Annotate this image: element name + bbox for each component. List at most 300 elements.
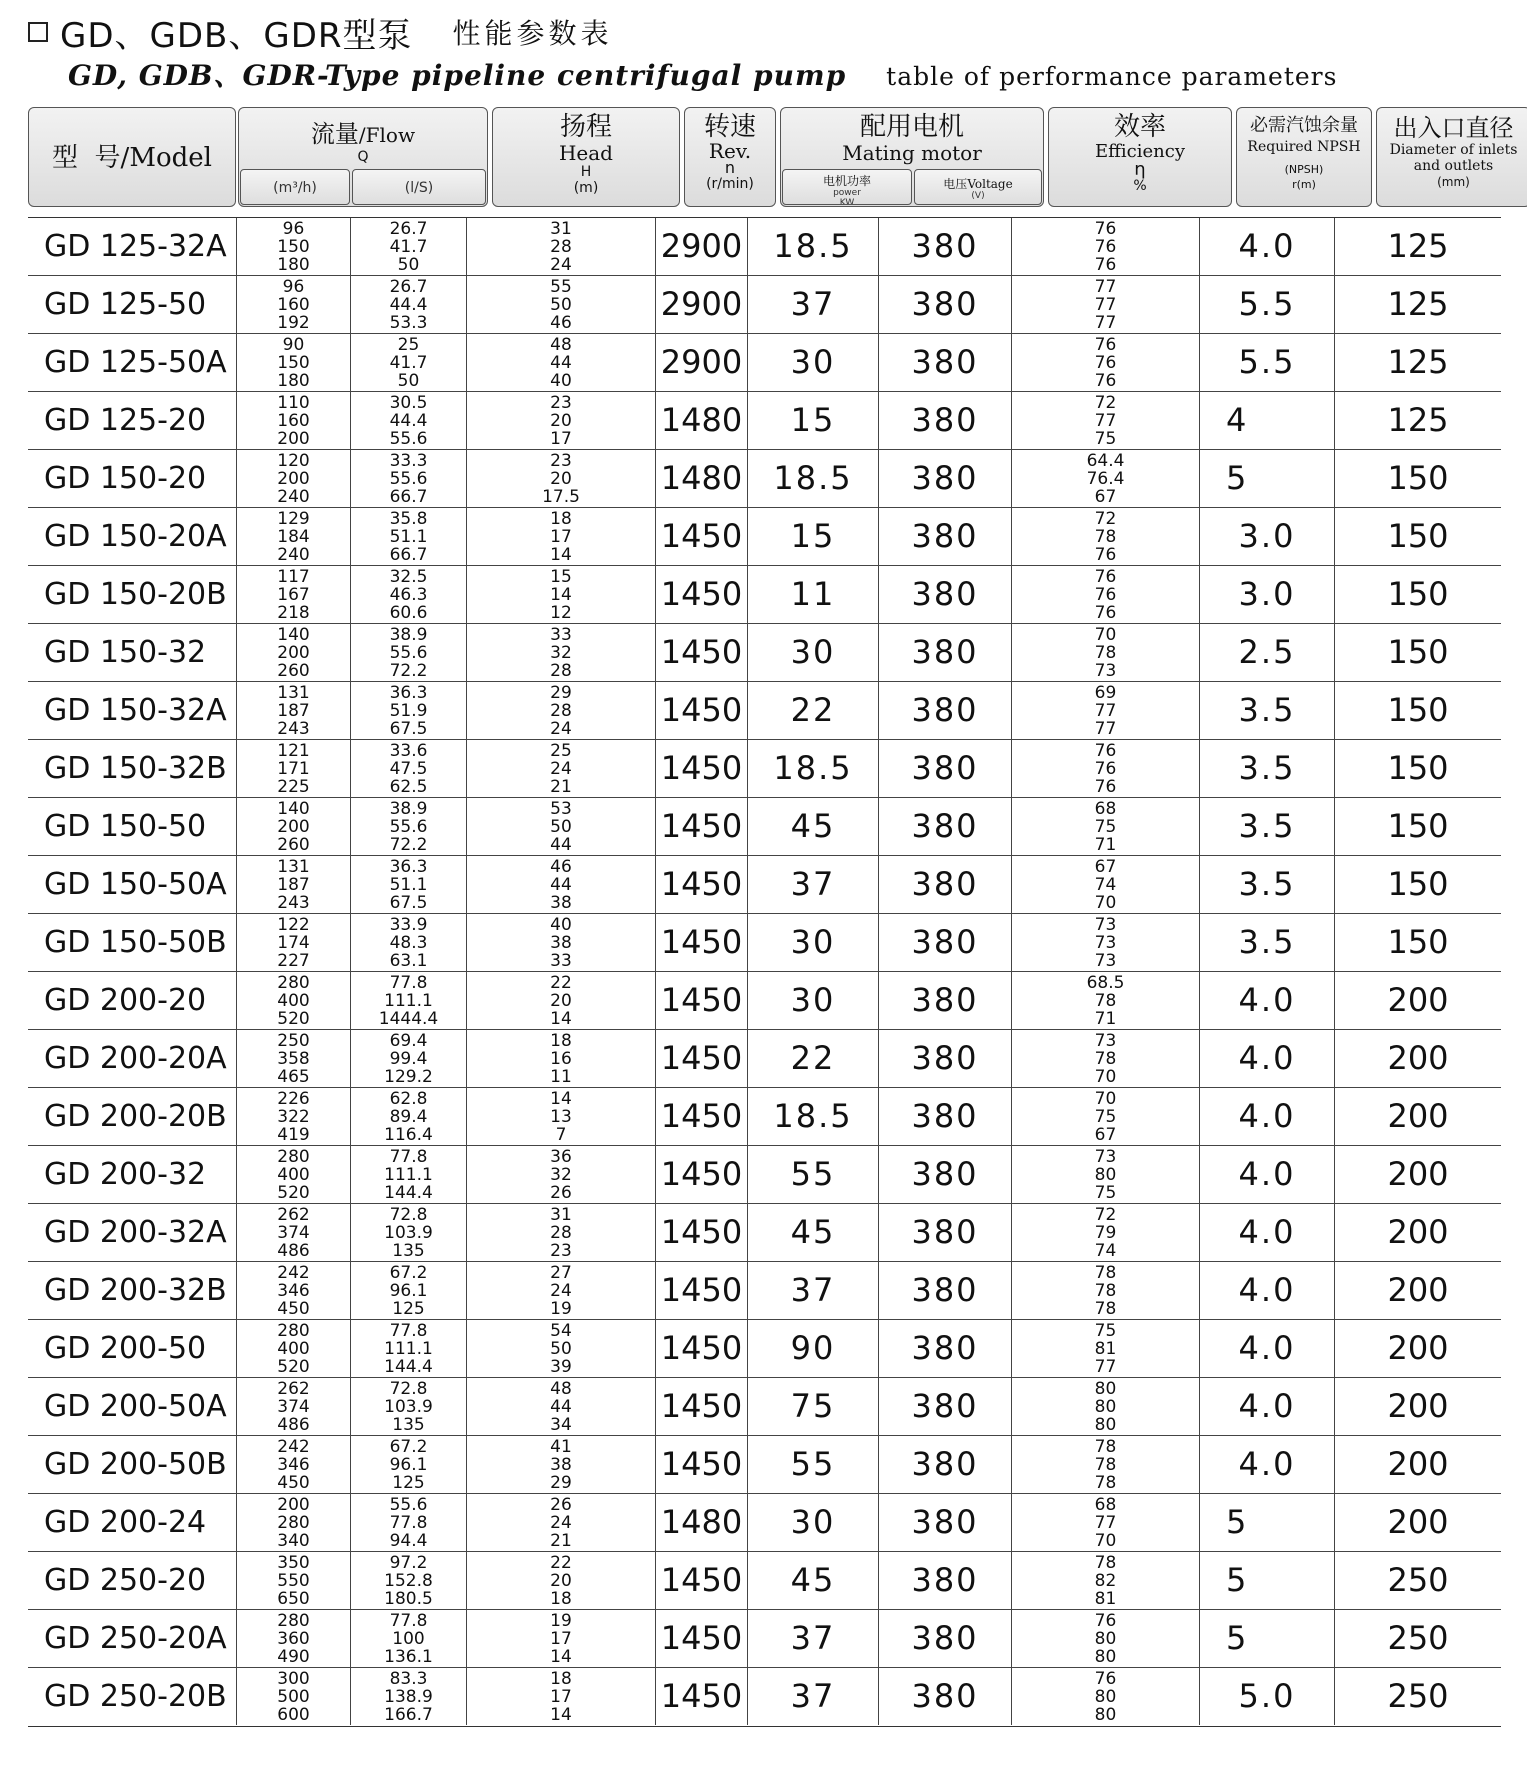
efficiency-cell-value: 76 — [1094, 585, 1117, 605]
head-cell-value: 15 — [550, 567, 572, 587]
model-cell: GD 125-32A — [44, 229, 227, 264]
table-row — [28, 1610, 1501, 1668]
efficiency-cell — [1011, 1668, 1199, 1725]
efficiency-cell — [1011, 1436, 1199, 1493]
diameter-cell: 125 — [1334, 276, 1501, 333]
power-cell: 18.5 — [747, 218, 878, 275]
power-cell: 22 — [747, 1030, 878, 1087]
diameter-cell: 200 — [1334, 1030, 1501, 1087]
header-head-cn: 扬程 — [559, 112, 612, 142]
flow-ls-cell — [350, 624, 466, 681]
flow-ls-cell-value: 36.3 — [389, 857, 428, 877]
flow-ls-cell — [350, 1320, 466, 1377]
flow-m3h-cell-value: 360 — [277, 1629, 310, 1649]
flow-ls-cell-value: 51.1 — [389, 527, 428, 547]
flow-ls-cell — [350, 1262, 466, 1319]
flow-ls-cell-value: 103.9 — [384, 1223, 433, 1243]
flow-ls-cell-value: 48.3 — [389, 933, 428, 953]
head-cell-value: 48 — [550, 335, 572, 355]
flow-ls-cell-value: 77.8 — [389, 973, 428, 993]
head-cell — [466, 1668, 655, 1725]
efficiency-cell-value: 77 — [1094, 295, 1117, 315]
efficiency-cell-value: 75 — [1094, 1321, 1117, 1341]
header-npsh-en: Required NPSH — [1247, 139, 1361, 155]
flow-ls-cell-value: 77.8 — [389, 1147, 428, 1167]
efficiency-cell-value: 77 — [1094, 277, 1117, 297]
voltage-cell: 380 — [878, 1552, 1011, 1609]
head-cell-value: 29 — [550, 1473, 572, 1493]
head-cell-value: 17 — [550, 1687, 572, 1707]
flow-m3h-cell — [236, 1552, 350, 1609]
efficiency-cell-value: 77 — [1094, 313, 1117, 333]
power-cell: 45 — [747, 798, 878, 855]
flow-ls-cell-value: 138.9 — [384, 1687, 433, 1707]
efficiency-cell-value: 67 — [1094, 487, 1117, 507]
efficiency-cell-value: 76 — [1094, 1611, 1117, 1631]
efficiency-cell-value: 77 — [1094, 701, 1117, 721]
flow-ls-cell-value: 152.8 — [384, 1571, 433, 1591]
efficiency-cell-value: 76 — [1094, 371, 1117, 391]
table-row — [28, 972, 1501, 1030]
npsh-cell: 4.0 — [1199, 972, 1334, 1029]
flow-ls-cell — [350, 798, 466, 855]
diameter-cell: 200 — [1334, 1204, 1501, 1261]
table-row — [28, 740, 1501, 798]
head-cell-value: 18 — [550, 509, 572, 529]
flow-ls-cell-value: 35.8 — [389, 509, 428, 529]
efficiency-cell — [1011, 798, 1199, 855]
voltage-cell: 380 — [878, 1668, 1011, 1725]
efficiency-cell — [1011, 450, 1199, 507]
efficiency-cell — [1011, 1204, 1199, 1261]
flow-m3h-cell — [236, 1030, 350, 1087]
rev-cell: 1450 — [655, 1668, 747, 1725]
flow-m3h-cell-value: 486 — [277, 1241, 310, 1261]
flow-m3h-cell — [236, 1320, 350, 1377]
head-cell-value: 19 — [550, 1299, 572, 1319]
table-row — [28, 1378, 1501, 1436]
flow-m3h-cell-value: 242 — [277, 1263, 310, 1283]
flow-ls-cell-value: 66.7 — [389, 487, 428, 507]
header-eff-sym: η — [1134, 159, 1146, 180]
power-cell: 45 — [747, 1552, 878, 1609]
flow-m3h-cell-value: 200 — [277, 1495, 310, 1515]
flow-m3h-cell-value: 262 — [277, 1379, 310, 1399]
header-flow-unit2-label: (l/S) — [404, 180, 434, 196]
voltage-cell: 380 — [878, 508, 1011, 565]
diameter-cell: 200 — [1334, 1320, 1501, 1377]
head-cell-value: 23 — [550, 393, 572, 413]
flow-m3h-cell-value: 520 — [277, 1009, 310, 1029]
model-cell: GD 250-20A — [44, 1621, 227, 1656]
rev-cell: 1450 — [655, 1552, 747, 1609]
flow-ls-cell-value: 33.9 — [389, 915, 428, 935]
voltage-cell: 380 — [878, 1030, 1011, 1087]
diameter-cell: 200 — [1334, 972, 1501, 1029]
flow-ls-cell-value: 50 — [397, 255, 420, 275]
flow-m3h-cell-value: 260 — [277, 835, 310, 855]
efficiency-cell-value: 80 — [1094, 1629, 1117, 1649]
flow-ls-cell-value: 44.4 — [389, 411, 428, 431]
flow-ls-cell-value: 25 — [397, 335, 420, 355]
flow-m3h-cell-value: 200 — [277, 469, 310, 489]
voltage-cell: 380 — [878, 566, 1011, 623]
title-en-main: GD, GDB、GDR-Type pipeline centrifugal pump — [68, 59, 847, 92]
model-cell: GD 150-50 — [44, 809, 207, 844]
diameter-cell: 200 — [1334, 1146, 1501, 1203]
head-cell — [466, 1146, 655, 1203]
flow-ls-cell-value: 38.9 — [389, 799, 428, 819]
flow-m3h-cell-value: 174 — [277, 933, 310, 953]
header-flow-en: /Flow — [358, 123, 416, 147]
flow-ls-cell-value: 96.1 — [389, 1281, 428, 1301]
flow-ls-cell-value: 136.1 — [384, 1647, 433, 1667]
flow-m3h-cell-value: 450 — [277, 1473, 310, 1493]
flow-ls-cell-value: 66.7 — [389, 545, 428, 565]
flow-ls-cell — [350, 1146, 466, 1203]
flow-ls-cell-value: 125 — [392, 1299, 425, 1319]
flow-m3h-cell-value: 358 — [277, 1049, 310, 1069]
power-cell: 30 — [747, 914, 878, 971]
head-cell — [466, 508, 655, 565]
diameter-cell: 150 — [1334, 914, 1501, 971]
diameter-cell: 200 — [1334, 1436, 1501, 1493]
flow-m3h-cell-value: 171 — [277, 759, 310, 779]
flow-ls-cell — [350, 1378, 466, 1435]
head-cell-value: 38 — [550, 1455, 572, 1475]
flow-m3h-cell — [236, 1436, 350, 1493]
flow-m3h-cell — [236, 566, 350, 623]
flow-ls-cell — [350, 1552, 466, 1609]
head-cell — [466, 972, 655, 1029]
flow-m3h-cell — [236, 450, 350, 507]
diameter-cell: 200 — [1334, 1088, 1501, 1145]
npsh-cell: 4.0 — [1199, 1378, 1334, 1435]
flow-m3h-cell-value: 650 — [277, 1589, 310, 1609]
flow-m3h-cell — [236, 798, 350, 855]
efficiency-cell-value: 76 — [1094, 603, 1117, 623]
flow-ls-cell-value: 63.1 — [389, 951, 428, 971]
diameter-cell: 150 — [1334, 740, 1501, 797]
npsh-cell: 3.5 — [1199, 682, 1334, 739]
efficiency-cell-value: 76 — [1094, 567, 1117, 587]
flow-m3h-cell-value: 520 — [277, 1357, 310, 1377]
flow-m3h-cell-value: 200 — [277, 643, 310, 663]
voltage-cell: 380 — [878, 1378, 1011, 1435]
flow-m3h-cell — [236, 740, 350, 797]
head-cell-value: 17 — [550, 1629, 572, 1649]
header-voltage-cn: 电压 — [943, 177, 968, 191]
head-cell-value: 28 — [550, 237, 572, 257]
flow-m3h-cell-value: 240 — [277, 487, 310, 507]
flow-ls-cell-value: 32.5 — [389, 567, 428, 587]
flow-ls-cell-value: 51.9 — [389, 701, 428, 721]
model-cell: GD 150-20 — [44, 461, 207, 496]
model-cell: GD 150-32 — [44, 635, 207, 670]
rev-cell: 1450 — [655, 508, 747, 565]
flow-m3h-cell-value: 242 — [277, 1437, 310, 1457]
efficiency-cell — [1011, 1494, 1199, 1551]
npsh-cell: 5.5 — [1199, 334, 1334, 391]
flow-m3h-cell-value: 322 — [277, 1107, 310, 1127]
flow-m3h-cell-value: 300 — [277, 1669, 310, 1689]
efficiency-cell — [1011, 624, 1199, 681]
flow-ls-cell-value: 166.7 — [384, 1705, 433, 1725]
efficiency-cell-value: 81 — [1094, 1339, 1117, 1359]
npsh-cell: 2.5 — [1199, 624, 1334, 681]
flow-m3h-cell-value: 225 — [277, 777, 310, 797]
efficiency-cell-value: 73 — [1094, 661, 1117, 681]
power-cell: 30 — [747, 972, 878, 1029]
flow-ls-cell-value: 129.2 — [384, 1067, 433, 1087]
header-power-cn: 电机功率 — [822, 174, 871, 188]
head-cell-value: 18 — [550, 1031, 572, 1051]
npsh-cell: 3.5 — [1199, 740, 1334, 797]
diameter-cell: 150 — [1334, 682, 1501, 739]
efficiency-cell-value: 75 — [1094, 1183, 1117, 1203]
flow-ls-cell-value: 89.4 — [389, 1107, 428, 1127]
flow-m3h-cell-value: 131 — [277, 683, 310, 703]
rev-cell: 1450 — [655, 624, 747, 681]
flow-m3h-cell — [236, 1204, 350, 1261]
flow-ls-cell-value: 26.7 — [389, 219, 428, 239]
header-rev-en: Rev. — [708, 139, 752, 163]
power-cell: 15 — [747, 508, 878, 565]
flow-m3h-cell — [236, 1668, 350, 1725]
efficiency-cell-value: 68 — [1094, 1495, 1117, 1515]
head-cell-value: 22 — [550, 1553, 572, 1573]
flow-m3h-cell-value: 150 — [277, 353, 310, 373]
voltage-cell: 380 — [878, 624, 1011, 681]
head-cell — [466, 1204, 655, 1261]
flow-m3h-cell-value: 110 — [277, 393, 310, 413]
head-cell-value: 28 — [550, 661, 572, 681]
flow-ls-cell-value: 33.3 — [389, 451, 428, 471]
header-model — [28, 107, 236, 207]
flow-m3h-cell-value: 250 — [277, 1031, 310, 1051]
rev-cell: 1450 — [655, 1378, 747, 1435]
head-cell-value: 17 — [550, 527, 572, 547]
flow-ls-cell-value: 55.6 — [389, 643, 428, 663]
flow-m3h-cell-value: 192 — [277, 313, 310, 333]
diameter-cell: 250 — [1334, 1610, 1501, 1667]
rev-cell: 1450 — [655, 972, 747, 1029]
header-npsh-unit: r(m) — [1292, 178, 1316, 191]
flow-m3h-cell-value: 160 — [277, 411, 310, 431]
rev-cell: 2900 — [655, 218, 747, 275]
head-cell-value: 55 — [550, 277, 572, 297]
header-power-unit: KW — [839, 198, 855, 205]
header-head-sym: H — [580, 164, 592, 180]
flow-ls-cell-value: 55.6 — [389, 429, 428, 449]
head-cell-value: 17.5 — [542, 487, 580, 507]
efficiency-cell — [1011, 740, 1199, 797]
flow-ls-cell-value: 99.4 — [389, 1049, 428, 1069]
model-cell: GD 200-32B — [44, 1273, 227, 1308]
efficiency-cell-value: 80 — [1094, 1379, 1117, 1399]
efficiency-cell — [1011, 1262, 1199, 1319]
flow-ls-cell — [350, 1204, 466, 1261]
power-cell: 22 — [747, 682, 878, 739]
efficiency-cell — [1011, 218, 1199, 275]
flow-ls-cell-value: 72.8 — [389, 1205, 428, 1225]
flow-m3h-cell-value: 374 — [277, 1397, 310, 1417]
head-cell-value: 31 — [550, 1205, 572, 1225]
npsh-cell: 5 — [1199, 1552, 1334, 1609]
flow-m3h-cell-value: 374 — [277, 1223, 310, 1243]
efficiency-cell-value: 80 — [1094, 1687, 1117, 1707]
flow-m3h-cell — [236, 1610, 350, 1667]
flow-m3h-cell-value: 140 — [277, 799, 310, 819]
checkbox-icon — [28, 22, 48, 42]
flow-ls-cell-value: 67.2 — [389, 1437, 428, 1457]
head-cell-value: 16 — [550, 1049, 572, 1069]
npsh-cell: 4.0 — [1199, 1320, 1334, 1377]
voltage-cell: 380 — [878, 914, 1011, 971]
power-cell: 18.5 — [747, 740, 878, 797]
efficiency-cell-value: 76 — [1094, 741, 1117, 761]
table-row — [28, 1088, 1501, 1146]
document-title — [28, 12, 1498, 94]
table-row — [28, 1146, 1501, 1204]
table-row — [28, 1436, 1501, 1494]
flow-ls-cell-value: 111.1 — [384, 1165, 433, 1185]
voltage-cell: 380 — [878, 1088, 1011, 1145]
efficiency-cell-value: 73 — [1094, 951, 1117, 971]
table-row — [28, 1204, 1501, 1262]
voltage-cell: 380 — [878, 798, 1011, 855]
flow-m3h-cell-value: 227 — [277, 951, 310, 971]
head-cell — [466, 1030, 655, 1087]
title-cn-main: GD、GDB、GDR型泵 — [60, 15, 413, 56]
diameter-cell: 200 — [1334, 1378, 1501, 1435]
flow-m3h-cell-value: 129 — [277, 509, 310, 529]
head-cell-value: 27 — [550, 1263, 572, 1283]
flow-ls-cell-value: 144.4 — [384, 1183, 433, 1203]
flow-ls-cell-value: 38.9 — [389, 625, 428, 645]
npsh-cell: 5 — [1199, 1610, 1334, 1667]
header-diameter — [1376, 107, 1527, 207]
header-rev-unit: (r/min) — [706, 176, 754, 192]
flow-ls-cell-value: 135 — [392, 1415, 425, 1435]
head-cell-value: 46 — [550, 313, 572, 333]
flow-m3h-cell-value: 262 — [277, 1205, 310, 1225]
flow-ls-cell-value: 67.5 — [389, 719, 428, 739]
flow-ls-cell-value: 96.1 — [389, 1455, 428, 1475]
model-cell: GD 200-50 — [44, 1331, 207, 1366]
model-cell: GD 200-24 — [44, 1505, 207, 1540]
header-flow-sym: Q — [357, 149, 369, 165]
power-cell: 30 — [747, 334, 878, 391]
efficiency-cell-value: 73 — [1094, 915, 1117, 935]
flow-m3h-cell — [236, 856, 350, 913]
efficiency-cell-value: 78 — [1094, 527, 1117, 547]
rev-cell: 1480 — [655, 450, 747, 507]
head-cell-value: 23 — [550, 1241, 572, 1261]
diameter-cell: 200 — [1334, 1494, 1501, 1551]
head-cell-value: 38 — [550, 933, 572, 953]
rev-cell: 1480 — [655, 1494, 747, 1551]
flow-m3h-cell-value: 122 — [277, 915, 310, 935]
model-cell: GD 150-32A — [44, 693, 227, 728]
flow-m3h-cell-value: 187 — [277, 875, 310, 895]
head-cell — [466, 392, 655, 449]
efficiency-cell-value: 77 — [1094, 411, 1117, 431]
flow-ls-cell — [350, 1610, 466, 1667]
table-row — [28, 798, 1501, 856]
voltage-cell: 380 — [878, 1494, 1011, 1551]
head-cell — [466, 856, 655, 913]
header-dia-cn: 出入口直径 — [1393, 114, 1514, 142]
flow-m3h-cell — [236, 276, 350, 333]
head-cell — [466, 276, 655, 333]
flow-m3h-cell-value: 200 — [277, 817, 310, 837]
header-npsh — [1236, 107, 1372, 207]
head-cell-value: 24 — [550, 759, 572, 779]
npsh-cell: 4.0 — [1199, 218, 1334, 275]
header-dia-en1: Diameter of inlets — [1389, 142, 1518, 158]
flow-m3h-cell-value: 400 — [277, 991, 310, 1011]
diameter-cell: 150 — [1334, 450, 1501, 507]
header-head — [492, 107, 680, 207]
flow-ls-cell — [350, 276, 466, 333]
flow-ls-cell-value: 77.8 — [389, 1321, 428, 1341]
table-row — [28, 334, 1501, 392]
power-cell: 37 — [747, 1610, 878, 1667]
head-cell — [466, 914, 655, 971]
efficiency-cell-value: 79 — [1094, 1223, 1117, 1243]
rev-cell: 1450 — [655, 682, 747, 739]
flow-ls-cell-value: 53.3 — [389, 313, 428, 333]
model-cell: GD 250-20 — [44, 1563, 207, 1598]
flow-m3h-cell-value: 180 — [277, 371, 310, 391]
flow-ls-cell-value: 51.1 — [389, 875, 428, 895]
head-cell-value: 28 — [550, 1223, 572, 1243]
head-cell-value: 48 — [550, 1379, 572, 1399]
head-cell-value: 28 — [550, 701, 572, 721]
flow-m3h-cell — [236, 1146, 350, 1203]
head-cell-value: 29 — [550, 683, 572, 703]
efficiency-cell — [1011, 508, 1199, 565]
head-cell — [466, 566, 655, 623]
efficiency-cell-value: 80 — [1094, 1165, 1117, 1185]
flow-ls-cell-value: 135 — [392, 1241, 425, 1261]
model-cell: GD 200-20A — [44, 1041, 227, 1076]
head-cell-value: 36 — [550, 1147, 572, 1167]
head-cell-value: 26 — [550, 1495, 572, 1515]
voltage-cell: 380 — [878, 392, 1011, 449]
efficiency-cell — [1011, 856, 1199, 913]
flow-m3h-cell-value: 280 — [277, 1321, 310, 1341]
header-rev-cn: 转速 — [703, 112, 756, 142]
npsh-cell: 4.0 — [1199, 1088, 1334, 1145]
diameter-cell: 125 — [1334, 218, 1501, 275]
header-flow-unit1 — [240, 169, 350, 205]
flow-m3h-cell — [236, 1088, 350, 1145]
header-flow-cn: 流量 — [310, 120, 359, 148]
efficiency-cell-value: 68.5 — [1086, 973, 1125, 993]
flow-m3h-cell-value: 600 — [277, 1705, 310, 1725]
head-cell-value: 14 — [550, 585, 572, 605]
efficiency-cell-value: 77 — [1094, 1357, 1117, 1377]
flow-m3h-cell-value: 243 — [277, 719, 310, 739]
header-flow-unit2 — [352, 169, 486, 205]
flow-m3h-cell-value: 340 — [277, 1531, 310, 1551]
head-cell-value: 21 — [550, 777, 572, 797]
flow-m3h-cell — [236, 392, 350, 449]
flow-m3h-cell-value: 520 — [277, 1183, 310, 1203]
flow-ls-cell — [350, 972, 466, 1029]
